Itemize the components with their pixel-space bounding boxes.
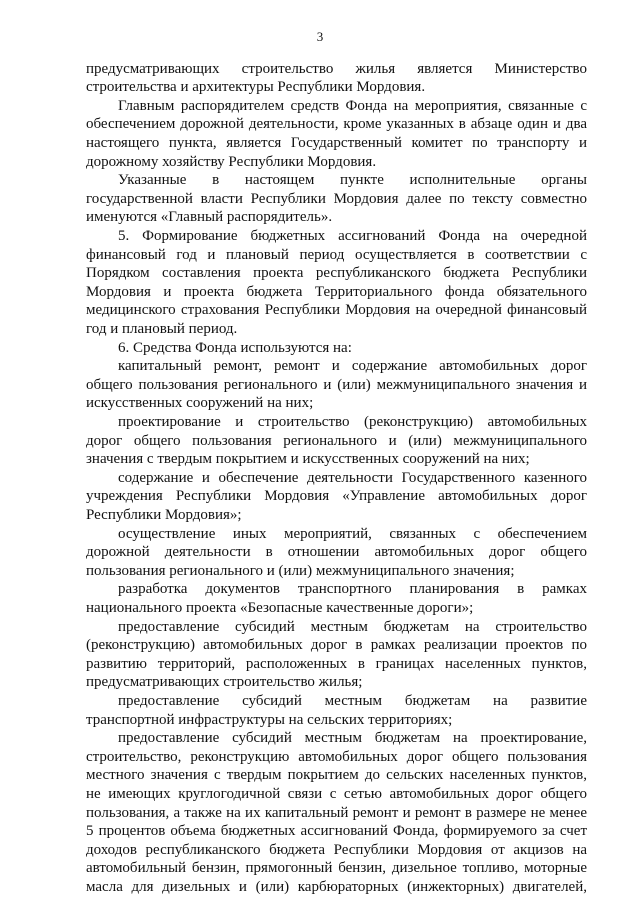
text-line: медицинского страхования Республики Мордовия на очередной финансовый	[86, 302, 587, 318]
text-line: 5. Формирование бюджетных ассигнований Фонда на очередной	[118, 228, 587, 244]
text-line: дорожной деятельности в отношении автомобильных дорог общего	[86, 544, 587, 560]
text-line: именуются «Главный распорядитель».	[86, 209, 333, 225]
text-line: общего пользования регионального и (или) межмуниципального значения и	[86, 377, 587, 393]
text-line: содержание и обеспечение деятельности Государственного казенного	[118, 470, 587, 486]
text-line: обеспечением дорожной деятельности, кроме указанных в абзаце один и два	[86, 116, 587, 132]
text-line: Главным распорядителем средств Фонда на мероприятия, связанные с	[118, 98, 587, 114]
text-line: предоставление субсидий местным бюджетам на развитие	[118, 693, 587, 709]
text-line: дорог общего пользования регионального и (или) межмуниципального	[86, 433, 587, 449]
text-line: автомобильный бензин, прямогонный бензин, дизельное топливо, моторные	[86, 860, 587, 876]
text-line: Указанные в настоящем пункте исполнительные органы	[118, 172, 587, 188]
text-line: разработка документов транспортного планирования в рамках	[118, 581, 587, 597]
text-line: дорожному хозяйству Республики Мордовия.	[86, 154, 377, 170]
text-line: предусматривающих строительство жилья является Министерство	[86, 61, 587, 77]
text-line: пользования регионального и (или) межмуниципального значения;	[86, 563, 515, 579]
text-line: государственной власти Республики Мордовия далее по тексту совместно	[86, 191, 587, 207]
text-line: настоящего пункта, является Государственный комитет по транспорту и	[86, 135, 587, 151]
text-line: транспортной инфраструктуры на сельских территориях;	[86, 712, 453, 728]
text-line: предусматривающих строительство жилья;	[86, 674, 363, 690]
text-line: Республики Мордовия»;	[86, 507, 242, 523]
text-line: пользования, а также на их капитальный ремонт и ремонт в размере не менее	[86, 805, 587, 821]
text-line: доходов республиканского бюджета Республики Мордовия от акцизов на	[86, 842, 587, 858]
text-line: капитальный ремонт, ремонт и содержание автомобильных дорог	[118, 358, 587, 374]
text-line: 5 процентов объема бюджетных ассигнований Фонда, формируемого за счет	[86, 823, 587, 839]
text-line: предоставление субсидий местным бюджетам на проектирование,	[118, 730, 587, 746]
text-line: финансовый год и плановый период осуществляется в соответствии с	[86, 247, 587, 263]
page-number: 3	[316, 29, 324, 44]
text-line: год и плановый период.	[86, 321, 238, 337]
text-line: 6. Средства Фонда используются на:	[118, 340, 352, 356]
text-line: искусственных сооружений на них;	[86, 395, 314, 411]
text-line: значения с твердым покрытием и искусственных сооружений на них;	[86, 451, 530, 467]
text-line: развитию территорий, расположенных в границах населенных пунктов,	[86, 656, 587, 672]
text-line: Порядком составления проекта республиканского бюджета Республики	[86, 265, 587, 281]
text-line: национального проекта «Безопасные качественные дороги»;	[86, 600, 474, 616]
text-line: масла для дизельных и (или) карбюраторных (инжекторных) двигателей,	[86, 879, 587, 895]
text-line: не имеющих круглогодичной связи с сетью автомобильных дорог общего	[86, 786, 587, 802]
text-line: местного значения с твердым покрытием до сельских населенных пунктов,	[86, 767, 587, 783]
text-line: строительство, реконструкцию автомобильных дорог общего пользования	[86, 749, 587, 765]
text-line: учреждения Республики Мордовия «Управление автомобильных дорог	[86, 488, 587, 504]
text-line: осуществление иных мероприятий, связанных с обеспечением	[118, 526, 587, 542]
text-line: предоставление субсидий местным бюджетам на строительство	[118, 619, 587, 635]
text-line: (реконструкцию) автомобильных дорог в рамках реализации проектов по	[86, 637, 587, 653]
text-line: проектирование и строительство (реконструкцию) автомобильных	[118, 414, 587, 430]
text-line: Мордовия и проекта бюджета Территориального фонда обязательного	[86, 284, 587, 300]
text-line: строительства и архитектуры Республики Мордовия.	[86, 79, 426, 95]
